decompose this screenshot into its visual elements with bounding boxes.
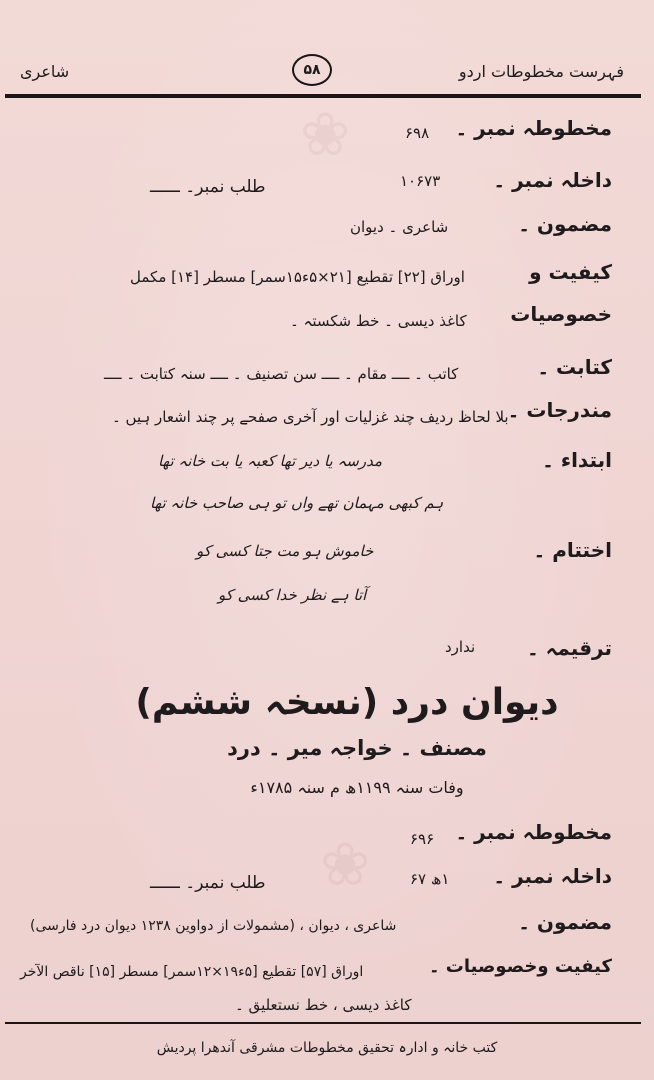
label-manuscript-number: مخطوطہ نمبر ۔	[455, 116, 612, 140]
value-manuscript-number: ۶۹۶	[410, 830, 435, 848]
label-scribe: کتابت ۔	[537, 355, 612, 379]
value-subject: شاعری ، دیوان ، (مشمولات از دواوین ۱۲۳۸ دیوان درد فارسی)	[30, 918, 397, 934]
value-subject: شاعری ۔ دیوان	[350, 218, 449, 236]
watermark: ❀	[320, 830, 371, 900]
value-manuscript-number: ۶۹۸	[405, 124, 430, 142]
value-colophon: ندارد	[445, 638, 476, 656]
label-colophon: ترقیمہ ۔	[526, 636, 612, 660]
value-scribe: کاتب ۔ ــــ مقام ۔ ــــ سن تصنیف ۔ ــــ سنہ کتابت ۔ ــــ	[104, 365, 459, 383]
label-subject: مضمون ۔	[518, 212, 612, 236]
author-death-date: وفات سنہ ۱۱۹۹ھ م سنہ ۱۷۸۵ء	[250, 778, 464, 797]
watermark: ❀	[300, 100, 351, 170]
value-paper-script: کاغذ دیسی ، خط نستعلیق ۔	[235, 996, 412, 1014]
value-features: کاغذ دیسی ۔ خط شکستہ ۔	[290, 312, 467, 330]
call-number-field: طلب نمبر۔ ــــــ	[150, 873, 266, 893]
verse-beginning-line-1: مدرسہ یا دیر تھا کعبہ یا بت خانہ تھا	[158, 452, 382, 470]
header-rule	[5, 94, 641, 98]
label-accession-number: داخلہ نمبر ۔	[493, 168, 612, 192]
book-title: دیوان درد (نسخہ ششم)	[135, 682, 559, 723]
label-accession-number: داخلہ نمبر ۔	[493, 864, 612, 888]
page-number: ۵۸	[292, 54, 332, 86]
verse-ending-line-1: خاموش ہو مت جتا کسی کو	[196, 542, 374, 560]
call-number-field: طلب نمبر۔ ــــــ	[150, 177, 266, 197]
value-condition: اوراق [۵۷] تقطیع [۵ء۱۹×۱۲سمر] مسطر [۱۵] ناقص الآخر	[20, 964, 364, 980]
value-contents: بلا لحاظ ردیف چند غزلیات اور آخری صفحے پر چند اشعار ہیں ۔	[112, 408, 509, 426]
label-ending: اختتام ۔	[533, 538, 612, 562]
book-author: مصنف ۔ خواجہ میر ۔ درد	[227, 736, 487, 760]
verse-ending-line-2: آتا ہے نظر خدا کسی کو	[218, 586, 367, 604]
label-contents: مندرجات ۔	[507, 398, 612, 422]
label-condition: کیفیت و	[529, 260, 612, 284]
footer-library-name: کتب خانہ و ادارہ تحقیق مخطوطات مشرقی آندھرا پردیش	[156, 1040, 498, 1056]
value-accession-number: ۱۰۶۷۳	[400, 172, 441, 190]
verse-beginning-line-2: ہم کبھی مہمان تھے واں تو ہی صاحب خانہ تھا	[150, 494, 444, 512]
footer-rule	[5, 1022, 641, 1024]
label-subject: مضمون ۔	[518, 910, 612, 934]
header-section-title: شاعری	[20, 62, 70, 81]
value-accession-number: ۱ھ ۶۷	[410, 870, 450, 888]
value-condition: اوراق [۲۲] تقطیع [۲۱×۵ء۱۵سمر] مسطر [۱۴] مکمل	[130, 268, 465, 286]
label-manuscript-number: مخطوطہ نمبر ۔	[455, 820, 612, 844]
label-condition-features: کیفیت وخصوصیات ۔	[428, 956, 612, 977]
label-features: خصوصیات	[510, 302, 612, 326]
header-catalog-title: فہرست مخطوطات اردو	[458, 62, 624, 81]
label-beginning: ابتداء ۔	[542, 448, 612, 472]
